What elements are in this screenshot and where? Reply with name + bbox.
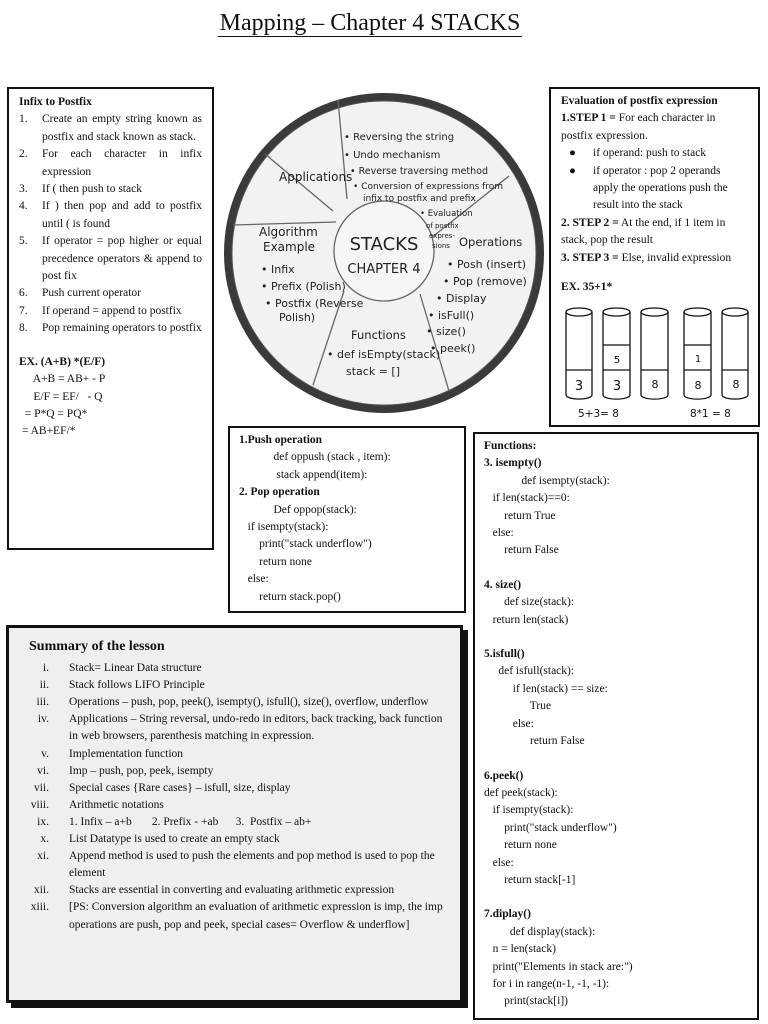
stack-value: 8	[694, 379, 702, 392]
wheel-application-item: sions	[432, 242, 450, 250]
functions-heading: Functions:	[484, 440, 537, 452]
code-line: print("stack underflow")	[239, 538, 372, 551]
code-line: def isfull(stack):	[484, 665, 575, 678]
list-item: vii. Special cases {Rare cases} – isfull, size, display	[33, 781, 291, 794]
postfix-stack-illustration	[556, 300, 756, 422]
code-line: def size(stack):	[484, 596, 575, 609]
pop-heading: 2. Pop operation	[239, 486, 320, 499]
code-line: else:	[484, 527, 514, 540]
code-line: return stack[-1]	[484, 873, 576, 886]
list-item: x. List Datatype is used to create an empty stack	[40, 833, 280, 846]
display-heading: 7.diplay()	[484, 908, 531, 921]
code-line: return none	[239, 555, 312, 568]
wheel-operation-item: • Pop (remove)	[443, 275, 527, 288]
stack-value: 1	[694, 354, 702, 365]
infix-heading: Infix to Postfix	[19, 96, 92, 108]
code-line: return False	[484, 544, 559, 557]
cylinder-top	[641, 308, 668, 316]
cylinder-top	[722, 308, 748, 316]
wheel-function-item: stack = []	[346, 365, 400, 378]
code-line: def isempty(stack):	[484, 474, 610, 487]
stack-caption: 8*1 = 8	[690, 408, 731, 420]
evaluation-example: EX. 35+1*	[561, 281, 613, 294]
wheel-operations-label: Operations	[459, 235, 523, 249]
code-line: n = len(stack)	[484, 943, 556, 956]
stack-value: 8	[651, 378, 659, 391]
wheel-algorithm-item: • Infix	[261, 263, 295, 276]
code-line: if isempty(stack):	[484, 804, 574, 817]
wheel-operation-item: • peek()	[430, 342, 476, 355]
list-item: iv. Applications – String reversal, undo-redo in editors, back tracking, back function in web browsers, parenthesis matching in expression.	[37, 713, 443, 743]
list-item: i. Stack= Linear Data structure	[42, 662, 202, 675]
infix-example-line: A+B = AB+ - P	[19, 373, 106, 386]
code-line: else:	[484, 856, 514, 869]
wheel-application-item: infix to postfix and prefix	[363, 194, 476, 204]
cylinder-top	[566, 308, 592, 316]
isempty-heading: 3. isempty()	[484, 457, 542, 470]
wheel-application-item: • Evaluation	[420, 209, 473, 219]
list-item: iii. Operations – push, pop, peek(), isempty(), isfull(), size(), overflow, underflow	[36, 696, 429, 709]
functions-box	[473, 432, 759, 1020]
wheel-functions-label: Functions	[351, 328, 406, 342]
stack-value: 5	[613, 355, 621, 366]
wheel-algorithm-item: Polish)	[279, 311, 316, 324]
evaluation-heading: Evaluation of postfix expression	[561, 95, 718, 107]
code-line: stack append(item):	[239, 468, 368, 481]
wheel-algorithm-item: • Postfix (Reverse	[265, 297, 364, 310]
code-line: Def oppop(stack):	[239, 503, 357, 516]
wheel-algorithm-item: • Prefix (Polish)	[261, 280, 346, 293]
code-line: return True	[484, 509, 556, 522]
list-item: vi. Imp – push, pop, peek, isempty	[37, 764, 214, 777]
cylinder-top	[684, 308, 711, 316]
list-item: xiii. [PS: Conversion algorithm an evaluation of arithmetic expression is imp, the imp operations are push, pop and peek, special cases= Overflow & underflow]	[30, 901, 443, 931]
code-line: True	[484, 700, 552, 713]
code-line: else:	[239, 573, 269, 586]
wheel-applications-label: Applications	[279, 170, 353, 184]
code-line: def display(stack):	[484, 925, 596, 938]
wheel-application-item: • Conversion of expressions from	[353, 182, 504, 192]
list-item: ix. 1. Infix – a+b 2. Prefix - +ab 3. Postfix – ab+	[37, 815, 312, 828]
cylinder-top	[603, 308, 630, 316]
wheel-algorithm-label: Example	[263, 240, 316, 254]
list-item: 6. Push current operator	[19, 287, 141, 300]
wheel-center-title: STACKS	[349, 234, 419, 255]
size-heading: 4. size()	[484, 578, 522, 591]
code-line: return none	[484, 839, 557, 852]
list-item: 4. If ) then pop and add to postfix until ( is found	[19, 200, 202, 230]
code-line: print("Elements in stack are:")	[484, 960, 633, 973]
stack-value: 3	[574, 379, 584, 394]
code-line: return stack.pop()	[239, 590, 341, 603]
push-pop-operations-box	[228, 426, 466, 613]
infix-example-line: = P*Q = PQ*	[19, 407, 88, 420]
wheel-application-item: • Reverse traversing method	[350, 166, 489, 177]
list-item: viii. Arithmetic notations	[30, 798, 164, 811]
list-item: 5. If operator = pop higher or equal precedence operators & append to post fix	[19, 235, 202, 283]
code-line: print("stack underflow")	[484, 821, 617, 834]
isfull-heading: 5.isfull()	[484, 648, 525, 661]
list-item: ii. Stack follows LIFO Principle	[39, 679, 205, 692]
evaluation-step-1: 1.STEP 1 = For each character in postfix expression.	[561, 112, 716, 142]
wheel-operation-item: • size()	[426, 325, 466, 338]
code-line: for i in range(n-1, -1, -1):	[484, 977, 610, 990]
stack-value: 3	[612, 379, 622, 394]
page-title: Mapping – Chapter 4 STACKS	[219, 10, 521, 36]
wheel-function-item: • def isEmpty(stack)	[327, 348, 441, 361]
wheel-application-item: of postfix	[426, 222, 459, 230]
infix-steps-list	[19, 111, 202, 337]
code-line: def oppush (stack , item):	[239, 451, 391, 464]
wheel-operation-item: • Display	[436, 292, 487, 305]
evaluation-step-2: 2. STEP 2 = At the end, if 1 item in stack, pop the result	[561, 216, 726, 247]
infix-example-line: E/F = EF/ - Q	[19, 390, 103, 403]
list-item: v. Implementation function	[41, 747, 184, 760]
wheel-operation-item: • isFull()	[428, 309, 475, 322]
list-item: 1. Create an empty string known as postfix and stack known as stack.	[19, 113, 202, 143]
list-item: xi. Append method is used to push the elements and pop method is used to pop the element	[37, 850, 435, 880]
infix-example-label: EX. (A+B) *(E/F)	[19, 355, 106, 368]
evaluation-bullet: ● if operand: push to stack	[569, 147, 707, 160]
code-line: return len(stack)	[484, 613, 569, 626]
summary-box	[6, 625, 463, 1003]
list-item: xii. Stacks are essential in converting and evaluating arithmetic expression	[33, 884, 395, 897]
evaluation-bullet: ● if operator : pop 2 operands apply the operations push the result into the stack	[569, 164, 728, 212]
code-line: else:	[484, 717, 534, 730]
list-item: 8. Pop remaining operators to postfix	[19, 322, 202, 335]
stack-value: 8	[732, 378, 740, 391]
list-item: 2. For each character in infix expression	[19, 148, 202, 178]
code-line: if isempty(stack):	[239, 521, 329, 534]
infix-to-postfix-box	[7, 87, 214, 550]
code-line: return False	[484, 735, 585, 748]
wheel-center-subtitle: CHAPTER 4	[347, 262, 421, 277]
stack-caption: 5+3= 8	[578, 408, 619, 420]
wheel-application-item: expres-	[429, 232, 455, 240]
list-item: 7. If operand = append to postfix	[19, 304, 182, 317]
code-line: if len(stack) == size:	[484, 682, 608, 695]
push-heading: 1.Push operation	[239, 434, 323, 446]
stacks-wheel-diagram	[223, 88, 545, 418]
code-line: print(stack[i])	[484, 995, 568, 1008]
code-line: if len(stack)==0:	[484, 492, 570, 505]
infix-example-line: = AB+EF/*	[19, 425, 76, 438]
list-item: 3. If ( then push to stack	[19, 183, 142, 196]
wheel-application-item: • Undo mechanism	[344, 150, 441, 161]
code-line: def peek(stack):	[484, 786, 558, 799]
peek-heading: 6.peek()	[484, 769, 524, 782]
evaluation-step-3: 3. STEP 3 = Else, invalid expression	[561, 251, 732, 264]
wheel-algorithm-label: Algorithm	[259, 225, 318, 239]
summary-heading: Summary of the lesson	[29, 639, 165, 654]
wheel-application-item: • Reversing the string	[344, 132, 455, 143]
wheel-operation-item: • Posh (insert)	[447, 258, 527, 271]
